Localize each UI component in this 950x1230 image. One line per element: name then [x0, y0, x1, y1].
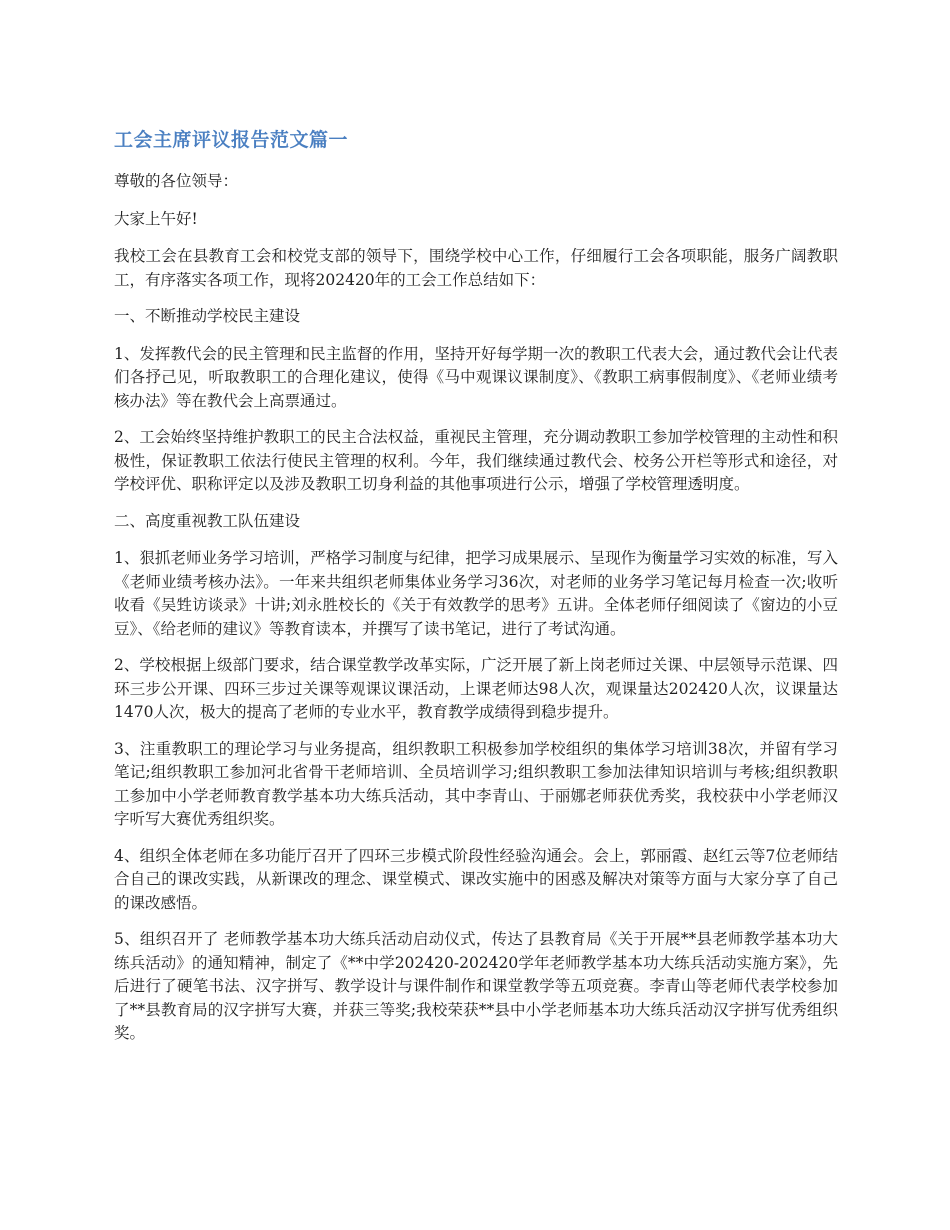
document-body: [114, 124, 838, 1059]
paragraph: 4、组织全体老师在多功能厅召开了四环三步模式阶段性经验沟通会。会上，郭丽霞、赵红云等7位老师结合自己的课改实践，从新课改的理念、课堂模式、课改实施中的困惑及解决对策等方面与大家分享了自己的课改感悟。: [114, 846, 838, 912]
greeting: 大家上午好!: [114, 209, 198, 228]
section-heading-staff: 二、高度重视教工队伍建设: [114, 511, 301, 530]
paragraph: 1、狠抓老师业务学习培训，严格学习制度与纪律，把学习成果展示、呈现作为衡量学习实效的标准，写入《老师业绩考核办法》。一年来共组织老师集体业务学习36次，对老师的业务学习笔记每月检查一次;收听收看《吴甡访谈录》十讲;刘永胜校长的《关于有效教学的思考》五讲。全体老师仔细阅读了《窗边的小豆豆》、《给老师的建议》等教育读本，并撰写了读书笔记，进行了考试沟通。: [114, 549, 838, 638]
paragraph: 2、学校根据上级部门要求，结合课堂教学改革实际，广泛开展了新上岗老师过关课、中层领导示范课、四环三步公开课、四环三步过关课等观课议课活动，上课老师达98人次，观课量达202420人次，议课量达1470人次，极大的提高了老师的专业水平，教育教学成绩得到稳步提升。: [114, 656, 838, 721]
section-heading-democracy: 一、不断推动学校民主建设: [114, 307, 301, 325]
document-title: 工会主席评议报告范文篇一: [114, 129, 349, 151]
salutation: 尊敬的各位领导：: [114, 172, 239, 190]
paragraph: 3、注重教职工的理论学习与业务提高，组织教职工积极参加学校组织的集体学习培训38次，并留有学习笔记;组织教职工参加河北省骨干老师培训、全员培训学习;组织教职工参加法律知识培训与考核;组织教职工参加中小学老师教育教学基本功大练兵活动，其中李青山、于丽娜老师获优秀奖，我校获中小学老师汉字听写大赛优秀组织奖。: [114, 739, 838, 828]
paragraph: 5、组织召开了 老师教学基本功大练兵活动启动仪式，传达了县教育局《关于开展**县老师教学基本功大练兵活动》的通知精神，制定了《**中学202420-202420学年老师教学基本功大练兵活动实施方案》，先后进行了硬笔书法、汉字拼写、教学设计与课件制作和课堂教学等五项竞赛。李青山等老师代表学校参加了**县教育局的汉字拼写大赛，并获三等奖;我校荣获**县中小学老师基本功大练兵活动汉字拼写优秀组织奖。: [114, 930, 838, 1042]
paragraph: 1、发挥教代会的民主管理和民主监督的作用，坚持开好每学期一次的教职工代表大会，通过教代会让代表们各抒己见，听取教职工的合理化建议，使得《马中观课议课制度》、《教职工病事假制度》、《老师业绩考核办法》等在教代会上高票通过。: [114, 344, 838, 410]
intro-paragraph: 我校工会在县教育工会和校党支部的领导下，围绕学校中心工作，仔细履行工会各项职能，服务广阔教职工，有序落实各项工作，现将202420年的工会工作总结如下：: [114, 247, 838, 289]
paragraph: 2、工会始终坚持维护教职工的民主合法权益，重视民主管理，充分调动教职工参加学校管理的主动性和积极性，保证教职工依法行使民主管理的权利。今年，我们继续通过教代会、校务公开栏等形式和途径，对学校评优、职称评定以及涉及教职工切身利益的其他事项进行公示，增强了学校管理透明度。: [114, 428, 838, 493]
